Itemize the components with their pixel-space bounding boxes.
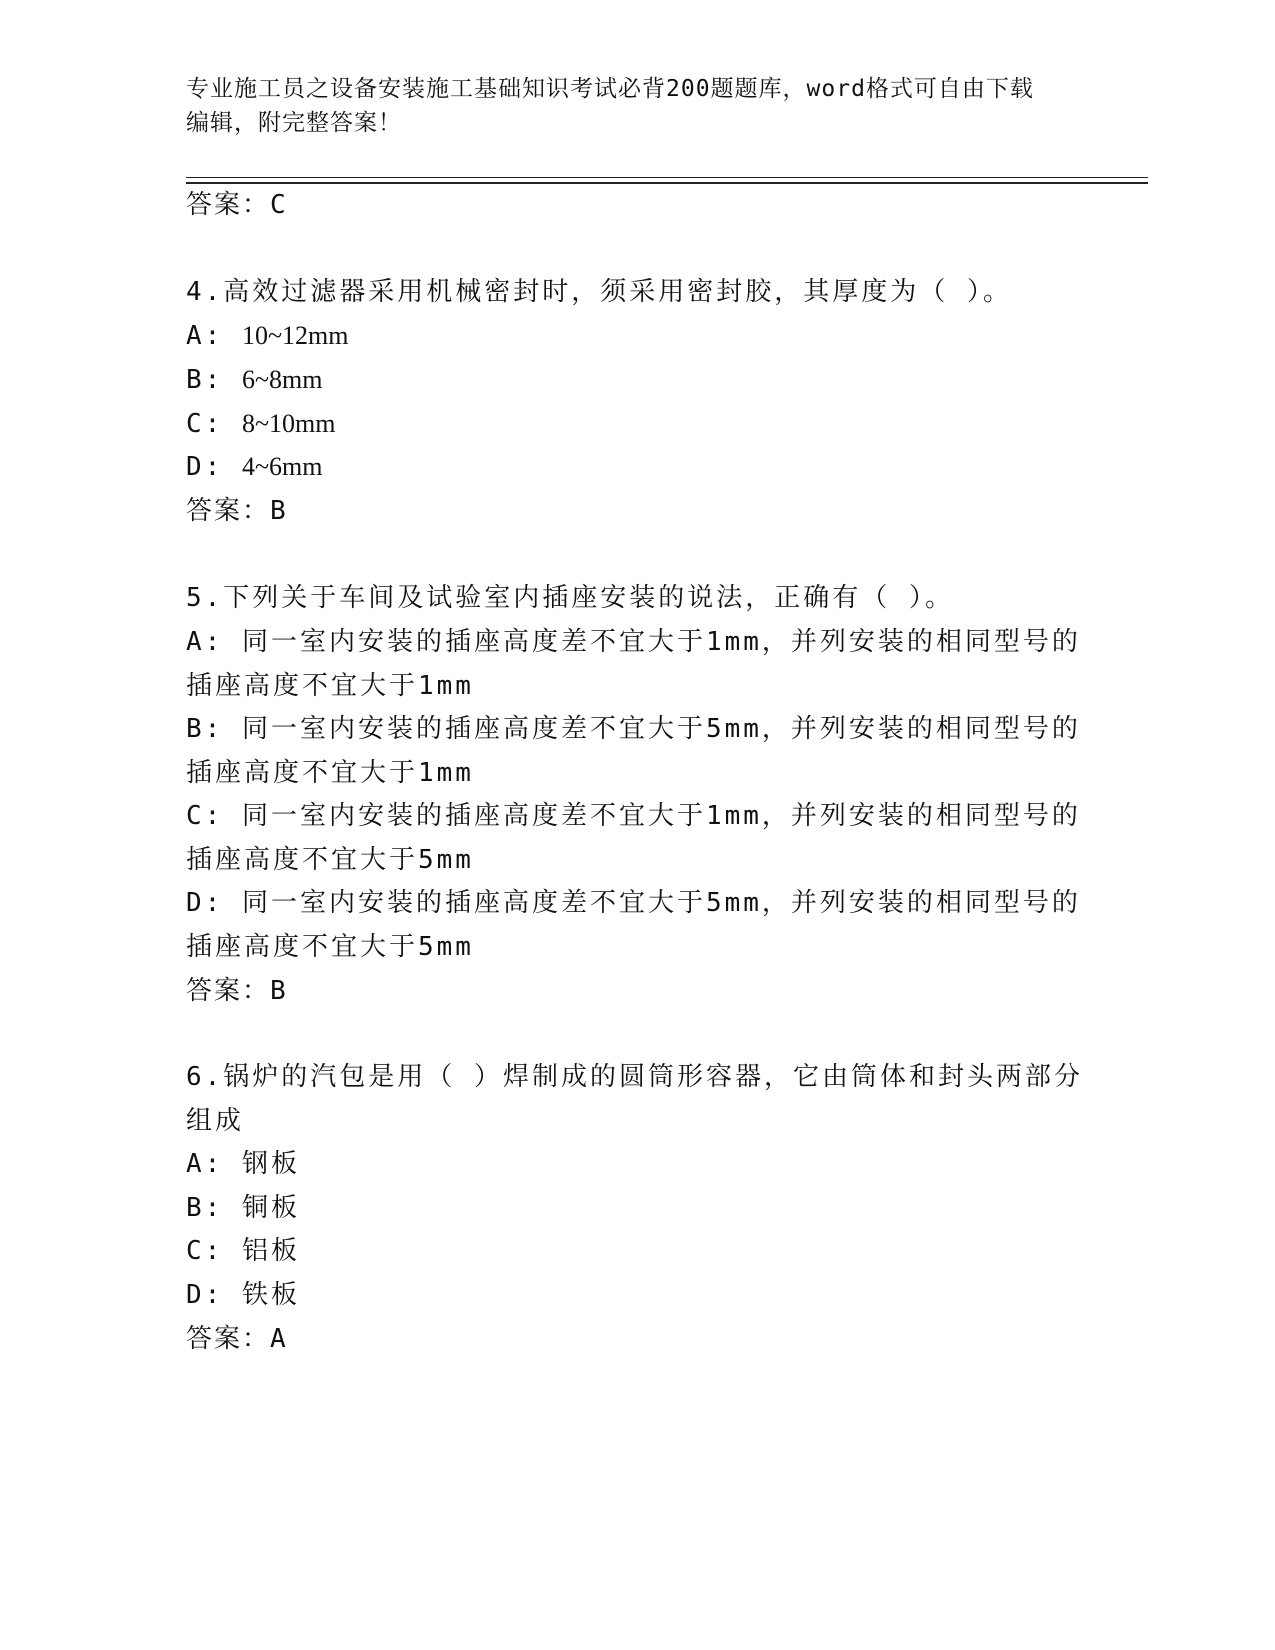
option-text: 4~6mm [241, 452, 323, 481]
question-4-option-d [186, 451, 1086, 483]
question-5-option-c [186, 800, 1086, 832]
question-5-option-b-cont: 插座高度不宜大于1mm [186, 758, 474, 788]
option-text: 同一室内安装的插座高度差不宜大于1mm，并列安装的相同型号的 [241, 627, 1081, 657]
header-line-1: 专业施工员之设备安装施工基础知识考试必背200题题库，word格式可自由下载 [186, 76, 1034, 102]
answer-label: 答案： [186, 1323, 271, 1353]
option-key: D: [186, 452, 224, 482]
question-5-option-a [186, 626, 1086, 658]
option-key: A: [186, 321, 224, 351]
option-text: 同一室内安装的插座高度差不宜大于5mm，并列安装的相同型号的 [241, 714, 1081, 744]
option-key: C: [186, 409, 224, 439]
answer-value: B [270, 496, 288, 526]
question-5-option-d-cont: 插座高度不宜大于5mm [186, 932, 474, 962]
question-6-option-d [186, 1279, 1086, 1311]
answer-value: B [270, 976, 288, 1006]
option-text: 钢板 [241, 1149, 300, 1179]
header-line-2: 编辑，附完整答案！ [186, 110, 402, 136]
option-text: 6~8mm [241, 365, 323, 394]
option-key: B: [186, 365, 224, 395]
question-4-option-c [186, 408, 1086, 440]
option-text: 8~10mm [241, 409, 336, 438]
option-key: A: [186, 1149, 224, 1179]
question-4-stem: 4.高效过滤器采用机械密封时，须采用密封胶，其厚度为（ ）。 [186, 277, 1012, 307]
option-key: B: [186, 714, 224, 744]
question-5-stem: 5.下列关于车间及试验室内插座安装的说法，正确有（ ）。 [186, 583, 954, 613]
question-6-stem-cont: 组成 [186, 1106, 245, 1136]
question-5-option-a-cont: 插座高度不宜大于1mm [186, 671, 474, 701]
option-text: 同一室内安装的插座高度差不宜大于1mm，并列安装的相同型号的 [241, 801, 1081, 831]
option-key: C: [186, 801, 224, 831]
question-6-option-a [186, 1148, 1086, 1180]
question-5-option-c-cont: 插座高度不宜大于5mm [186, 845, 474, 875]
option-key: D: [186, 1280, 224, 1310]
header-divider-thick [186, 182, 1148, 184]
answer-value: C [270, 190, 288, 220]
option-text: 铜板 [241, 1193, 300, 1223]
answer-label: 答案： [186, 189, 271, 219]
answer-label: 答案： [186, 975, 271, 1005]
question-6-option-b [186, 1192, 1086, 1224]
question-5-answer [186, 974, 1086, 1007]
option-text: 同一室内安装的插座高度差不宜大于5mm，并列安装的相同型号的 [241, 888, 1081, 918]
question-6-answer [186, 1322, 1086, 1355]
option-text: 10~12mm [241, 321, 349, 350]
question-5-option-d [186, 887, 1086, 919]
option-text: 铝板 [241, 1236, 300, 1266]
question-5-option-b [186, 713, 1086, 745]
question-6-option-c [186, 1235, 1086, 1267]
answer-value: A [270, 1324, 288, 1354]
question-4-option-a [186, 320, 1086, 352]
answer-label: 答案： [186, 495, 271, 525]
option-key: C: [186, 1236, 224, 1266]
document-header [186, 72, 1066, 140]
question-6-stem: 6.锅炉的汽包是用（ ）焊制成的圆筒形容器，它由筒体和封头两部分 [186, 1062, 1083, 1092]
option-key: A: [186, 627, 224, 657]
option-text: 铁板 [241, 1280, 300, 1310]
previous-answer [186, 188, 1086, 221]
option-key: B: [186, 1193, 224, 1223]
question-4-option-b [186, 364, 1086, 396]
header-divider-thin [186, 177, 1148, 178]
question-4-answer [186, 494, 1086, 527]
option-key: D: [186, 888, 224, 918]
